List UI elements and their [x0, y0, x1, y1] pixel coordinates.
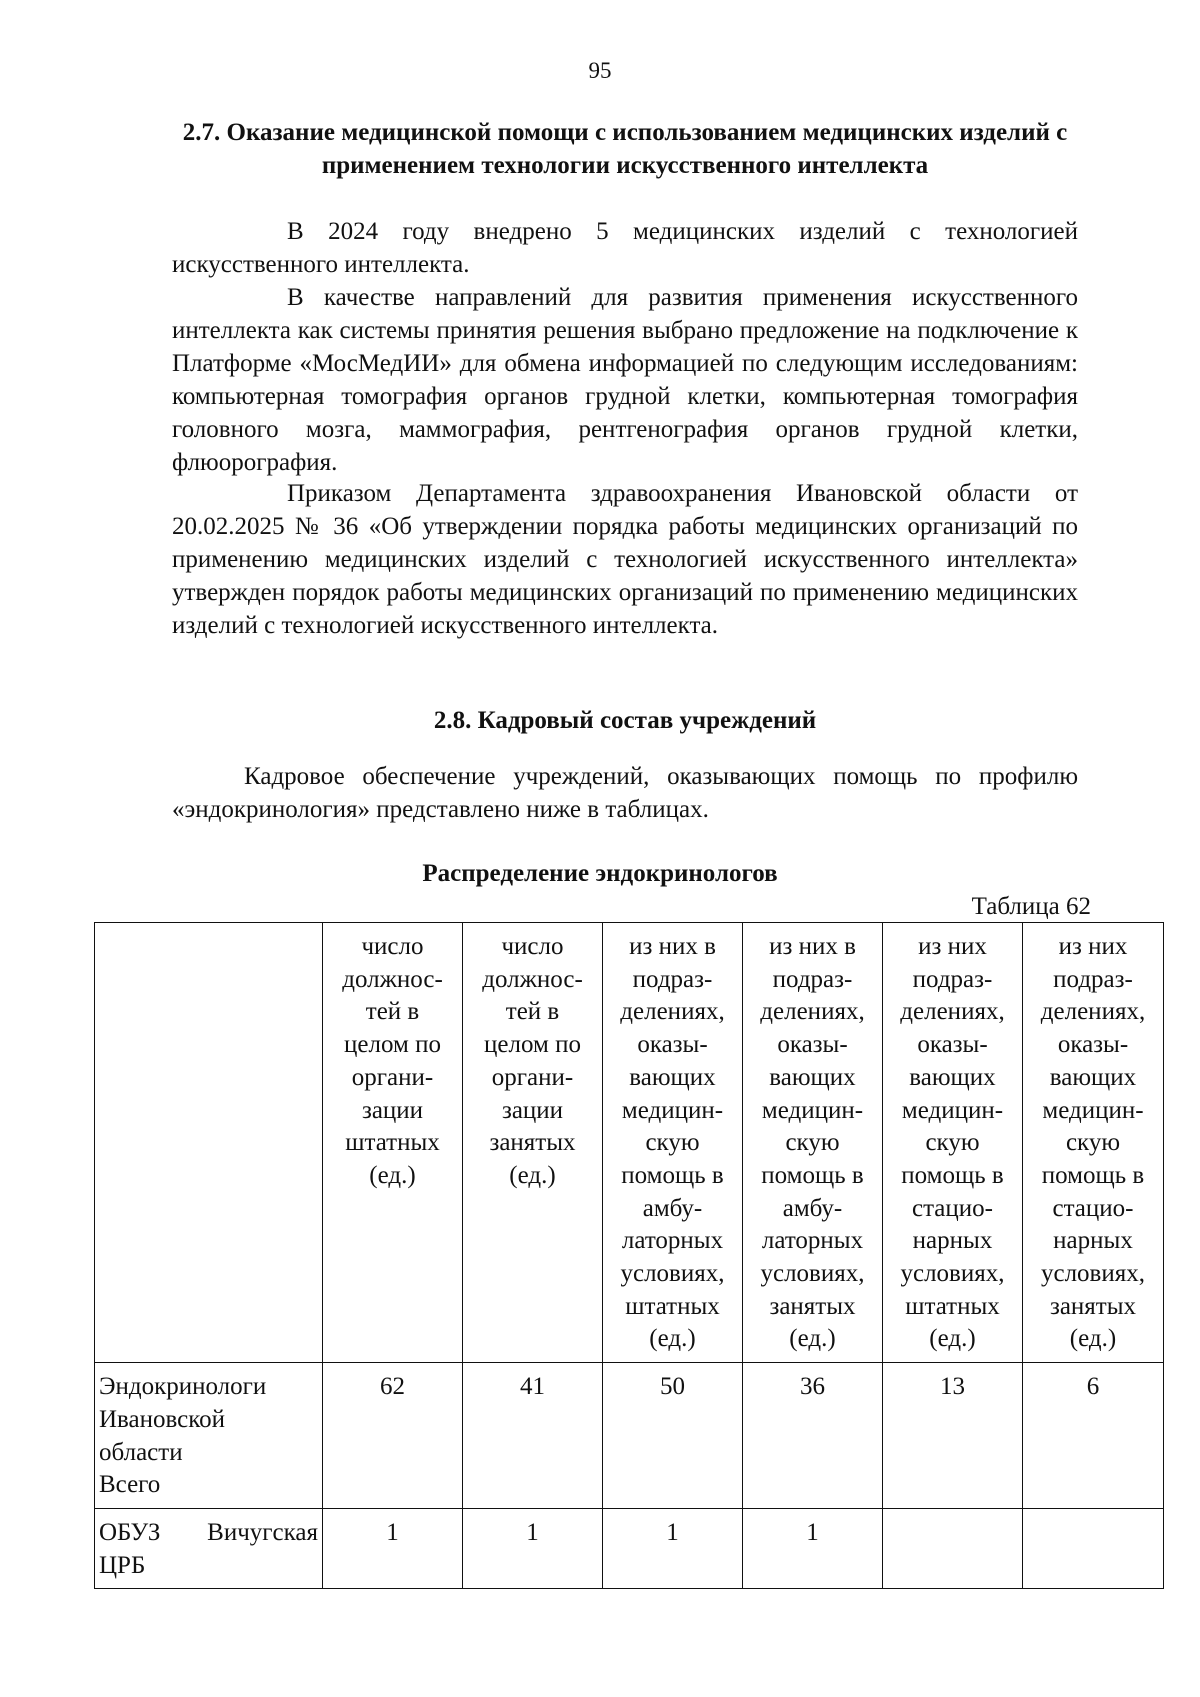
- paragraph-ai-directions: В качестве направлений для развития применения искусственного интеллекта как системы принятия решения выбрано предложение на подключение к Платформе «МосМедИИ» для обмена информацией по следующим исследованиям: компьютерная томография органов грудной клетки, компьютерная томография головного мозга, маммография, рентгенография органов грудной клетки, флюорография.: [172, 284, 1078, 476]
- endocrinologists-table: [94, 922, 1164, 1589]
- table-cell: 13: [883, 1363, 1023, 1509]
- table-cell: 1: [323, 1508, 463, 1588]
- paragraph-ai-devices: В 2024 году внедрено 5 медицинских изделий с технологией искусственного интеллекта.: [172, 218, 1078, 278]
- header-cell-occupied-total: число должнос- тей в целом по органи- зации занятых (ед.): [463, 923, 603, 1363]
- table-cell: 41: [463, 1363, 603, 1509]
- table-header-row: [95, 923, 1164, 1363]
- table-cell: 36: [743, 1363, 883, 1509]
- page-number: 95: [588, 58, 612, 83]
- section-heading-2-8: 2.8. Кадровый состав учреждений: [433, 707, 817, 734]
- header-cell-empty: [95, 923, 323, 1363]
- table-cell: 1: [463, 1508, 603, 1588]
- section-heading-2-7: 2.7. Оказание медицинской помощи с использованием медицинских изделий с применением технологии искусственного интеллекта: [182, 119, 1068, 179]
- header-cell-outpatient-staff: из них в подраз- делениях, оказы- вающих медицин- скую помощь в амбу- латорных условиях, штатных (ед.): [603, 923, 743, 1363]
- header-cell-outpatient-occupied: из них в подраз- делениях, оказы- вающих медицин- скую помощь в амбу- латорных условиях, занятых (ед.): [743, 923, 883, 1363]
- table-cell: 62: [323, 1363, 463, 1509]
- table-row: [95, 1363, 1164, 1509]
- table-title: Распределение эндокринологов: [422, 860, 778, 887]
- header-cell-staff-total: число должнос- тей в целом по органи- зации штатных (ед.): [323, 923, 463, 1363]
- table-cell: 1: [603, 1508, 743, 1588]
- paragraph-staffing: Кадровое обеспечение учреждений, оказывающих помощь по профилю «эндокринология» представлено ниже в таблицах.: [172, 763, 1078, 823]
- table-cell: 6: [1023, 1363, 1164, 1509]
- table-number: Таблица 62: [971, 893, 1091, 920]
- paragraph-ai-order: Приказом Департамента здравоохранения Ивановской области от 20.02.2025 № 36 «Об утверждении порядка работы медицинских организаций по применению медицинских изделий с технологией искусственного интеллекта» утвержден порядок работы медицинских организаций по применению медицинских изделий с технологией искусственного интеллекта.: [172, 480, 1078, 639]
- table-row: [95, 1508, 1164, 1588]
- table-cell: 1: [743, 1508, 883, 1588]
- row-label-line: ОБУЗ Вичугская: [99, 1518, 318, 1546]
- row-label-vichuga-crb: [95, 1508, 323, 1588]
- row-label-line: ЦРБ: [99, 1551, 146, 1579]
- table-cell: 50: [603, 1363, 743, 1509]
- table-cell: [883, 1508, 1023, 1588]
- header-cell-inpatient-occupied: из них подраз- делениях, оказы- вающих медицин- скую помощь в стацио- нарных условиях, занятых (ед.): [1023, 923, 1164, 1363]
- row-label-region-total: Эндокринологи Ивановской области Всего: [95, 1363, 323, 1509]
- table-cell: [1023, 1508, 1164, 1588]
- header-cell-inpatient-staff: из них подраз- делениях, оказы- вающих медицин- скую помощь в стацио- нарных условиях, штатных (ед.): [883, 923, 1023, 1363]
